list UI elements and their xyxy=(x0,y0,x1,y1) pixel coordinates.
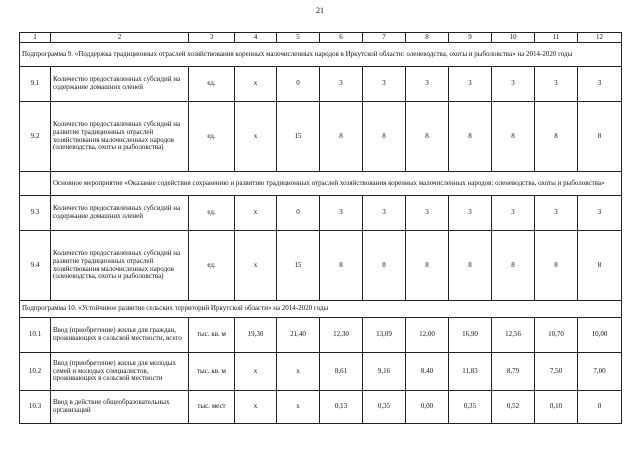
blank-cell xyxy=(20,172,51,196)
value-cell: 9,16 xyxy=(363,353,406,391)
value-cell: 10,00 xyxy=(578,318,622,353)
value-cell: 19,30 xyxy=(235,318,277,353)
column-number: 4 xyxy=(235,33,277,43)
value-cell: 11,83 xyxy=(449,353,492,391)
value-cell: 3 xyxy=(492,67,535,102)
column-number: 11 xyxy=(535,33,578,43)
value-cell: 16,90 xyxy=(449,318,492,353)
page-number: 21 xyxy=(316,6,324,15)
value-cell: х xyxy=(235,231,277,301)
value-cell: 8,61 xyxy=(320,353,363,391)
row-number: 9.4 xyxy=(20,231,51,301)
table-row xyxy=(20,102,622,172)
value-cell: 12,00 xyxy=(406,318,449,353)
value-cell: 8 xyxy=(535,102,578,172)
value-cell: 3 xyxy=(406,196,449,231)
value-cell: 3 xyxy=(535,67,578,102)
value-cell: х xyxy=(235,196,277,231)
row-number: 9.1 xyxy=(20,67,51,102)
value-cell: 0,10 xyxy=(535,391,578,424)
value-cell: 8 xyxy=(578,231,622,301)
value-cell: 7,50 xyxy=(535,353,578,391)
value-cell: 3 xyxy=(535,196,578,231)
indicator-name: Количество предоставленных субсидий на развитие традиционных отраслей хозяйствования малочисленных народов (оленеводства, охоты и рыболовства) xyxy=(51,231,189,301)
table-body xyxy=(20,33,622,424)
table-row xyxy=(20,67,622,102)
value-cell: 8,40 xyxy=(406,353,449,391)
value-cell: 8 xyxy=(449,231,492,301)
value-cell: 3 xyxy=(449,67,492,102)
value-cell: 15 xyxy=(277,102,320,172)
column-number: 7 xyxy=(363,33,406,43)
column-number: 10 xyxy=(492,33,535,43)
value-cell: 8 xyxy=(449,102,492,172)
value-cell: 8 xyxy=(535,231,578,301)
section-row xyxy=(20,301,622,318)
value-cell: 8 xyxy=(578,102,622,172)
table-row xyxy=(20,391,622,424)
value-cell: 8 xyxy=(406,102,449,172)
row-number: 9.2 xyxy=(20,102,51,172)
value-cell: 15 xyxy=(277,231,320,301)
value-cell: 8 xyxy=(320,231,363,301)
column-number: 5 xyxy=(277,33,320,43)
column-number: 8 xyxy=(406,33,449,43)
value-cell: х xyxy=(277,353,320,391)
value-cell: 13,09 xyxy=(363,318,406,353)
value-cell: 0,35 xyxy=(449,391,492,424)
indicator-name: Ввод (приобретение) жилья для молодых семей и молодых специалистов, проживающих в сельской местности xyxy=(51,353,189,391)
value-cell: 10,70 xyxy=(535,318,578,353)
indicator-name: Количество предоставленных субсидий на развитие традиционных отраслей хозяйствования малочисленных народов (оленеводства, охоты и рыболовства) xyxy=(51,102,189,172)
unit-cell: ед. xyxy=(189,196,235,231)
value-cell: х xyxy=(235,391,277,424)
value-cell: 8 xyxy=(406,231,449,301)
value-cell: 3 xyxy=(363,196,406,231)
table-row xyxy=(20,231,622,301)
row-number: 10.1 xyxy=(20,318,51,353)
row-number: 10.3 xyxy=(20,391,51,424)
value-cell: 0,00 xyxy=(406,391,449,424)
section-title: Подпрограмма 9. «Поддержка традиционных отраслей хозяйствования коренных малочисленных народов в Иркутской области: оленеводства, охоты и рыболовства» на 2014-2020 годы xyxy=(20,43,622,67)
unit-cell: ед. xyxy=(189,231,235,301)
value-cell: 7,00 xyxy=(578,353,622,391)
table-row xyxy=(20,318,622,353)
section-row xyxy=(20,172,622,196)
value-cell: 3 xyxy=(492,196,535,231)
value-cell: 0,52 xyxy=(492,391,535,424)
value-cell: 3 xyxy=(406,67,449,102)
value-cell: 8,79 xyxy=(492,353,535,391)
value-cell: 12,56 xyxy=(492,318,535,353)
value-cell: 3 xyxy=(449,196,492,231)
value-cell: 3 xyxy=(578,67,622,102)
value-cell: 3 xyxy=(578,196,622,231)
value-cell: 0 xyxy=(277,67,320,102)
value-cell: 8 xyxy=(492,102,535,172)
value-cell: х xyxy=(235,67,277,102)
indicator-name: Ввод (приобретение) жилья для граждан, проживающих в сельской местности, всего xyxy=(51,318,189,353)
unit-cell: ед. xyxy=(189,67,235,102)
value-cell: 0 xyxy=(578,391,622,424)
indicators-table xyxy=(19,32,622,424)
column-number: 2 xyxy=(51,33,189,43)
value-cell: 0 xyxy=(277,196,320,231)
unit-cell: тыс. мест xyxy=(189,391,235,424)
column-number: 6 xyxy=(320,33,363,43)
unit-cell: тыс. кв. м xyxy=(189,353,235,391)
column-number: 12 xyxy=(578,33,622,43)
unit-cell: ед. xyxy=(189,102,235,172)
value-cell: 8 xyxy=(363,231,406,301)
table-row xyxy=(20,196,622,231)
column-number-row xyxy=(20,33,622,43)
value-cell: 8 xyxy=(320,102,363,172)
indicator-name: Ввод в действие общеобразовательных организаций xyxy=(51,391,189,424)
value-cell: х xyxy=(277,391,320,424)
value-cell: 3 xyxy=(320,196,363,231)
row-number: 10.2 xyxy=(20,353,51,391)
section-title: Основное мероприятие «Оказание содействия сохранению и развитию традиционных отраслей хозяйствования коренных малочисленных народов: оленеводства, охоты и рыболовства» xyxy=(51,172,622,196)
column-number: 1 xyxy=(20,33,51,43)
row-number: 9.3 xyxy=(20,196,51,231)
value-cell: 21,40 xyxy=(277,318,320,353)
value-cell: х xyxy=(235,102,277,172)
column-number: 3 xyxy=(189,33,235,43)
section-row xyxy=(20,43,622,67)
indicator-name: Количество предоставленных субсидий на содержание домашних оленей xyxy=(51,67,189,102)
value-cell: х xyxy=(235,353,277,391)
value-cell: 3 xyxy=(363,67,406,102)
value-cell: 12,30 xyxy=(320,318,363,353)
value-cell: 8 xyxy=(363,102,406,172)
value-cell: 3 xyxy=(320,67,363,102)
section-title: Подпрограмма 10. «Устойчивое развитие сельских территорий Иркутской области» на 2014-2020 годы xyxy=(20,301,622,318)
column-number: 9 xyxy=(449,33,492,43)
indicator-name: Количество предоставленных субсидий на содержание домашних оленей xyxy=(51,196,189,231)
value-cell: 0,35 xyxy=(363,391,406,424)
unit-cell: тыс. кв. м xyxy=(189,318,235,353)
value-cell: 0,13 xyxy=(320,391,363,424)
value-cell: 8 xyxy=(492,231,535,301)
table-row xyxy=(20,353,622,391)
